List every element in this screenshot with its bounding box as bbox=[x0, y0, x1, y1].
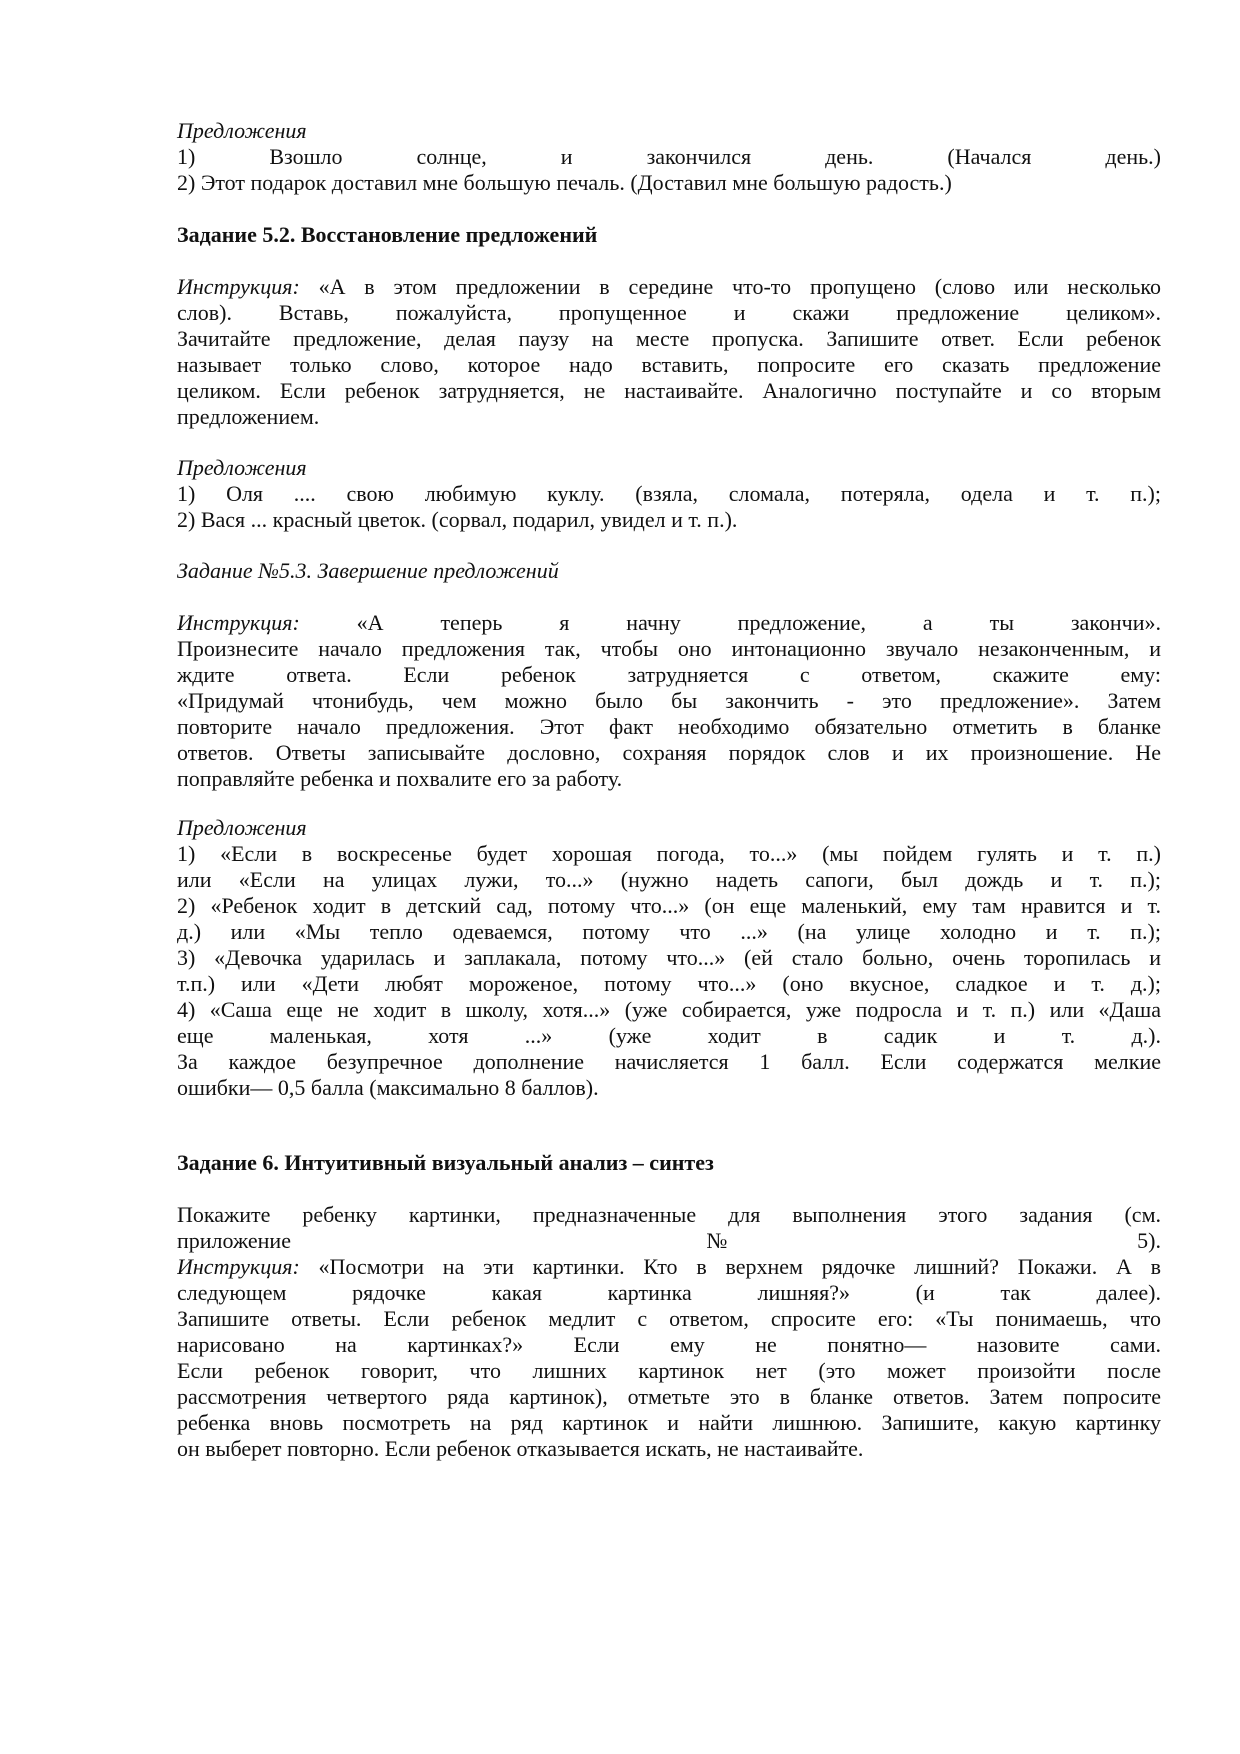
text-line: слов). Вставь, пожалуйста, пропущенное и скажи предложение целиком». bbox=[177, 300, 1161, 325]
text-line: поправляйте ребенка и похвалите его за работу. bbox=[177, 766, 623, 791]
text-line: еще маленькая, хотя ...» (уже ходит в садик и т. д.). bbox=[177, 1023, 1161, 1048]
line-text: «А теперь я начну предложение, а ты закончи». bbox=[299, 610, 1161, 635]
text-line bbox=[177, 610, 1161, 636]
text-line: 3) «Девочка ударилась и заплакала, потому что...» (ей стало больно, очень торопилась и bbox=[177, 945, 1161, 970]
text-line: 2) Вася ... красный цветок. (сорвал, подарил, увидел и т. п.). bbox=[177, 507, 738, 532]
text-line: 4) «Саша еще не ходит в школу, хотя...» (уже собирается, уже подросла и т. п.) или «Даша bbox=[177, 997, 1161, 1022]
text-line: Предложения bbox=[177, 815, 307, 840]
text-line: Зачитайте предложение, делая паузу на месте пропуска. Запишите ответ. Если ребенок bbox=[177, 326, 1161, 351]
text-line: д.) или «Мы тепло одеваемся, потому что ...» (на улице холодно и т. п.); bbox=[177, 919, 1161, 944]
text-line: За каждое безупречное дополнение начисляется 1 балл. Если содержатся мелкие bbox=[177, 1049, 1161, 1074]
text-line: 2) Этот подарок доставил мне большую печаль. (Доставил мне большую радость.) bbox=[177, 170, 952, 195]
task52-title bbox=[177, 222, 1161, 248]
instruction-label: Инструкция: bbox=[177, 274, 300, 299]
text-line: он выберет повторно. Если ребенок отказывается искать, не настаивайте. bbox=[177, 1436, 864, 1461]
text-line: Произнесите начало предложения так, чтобы оно интонационно звучало незаконченным, и bbox=[177, 636, 1161, 661]
text-line: ответов. Ответы записывайте дословно, сохраняя порядок слов и их произношение. Не bbox=[177, 740, 1161, 765]
text-line: 2) «Ребенок ходит в детский сад, потому что...» (он еще маленький, ему там нравится и т. bbox=[177, 893, 1161, 918]
line-text: «Посмотри на эти картинки. Кто в верхнем рядочке лишний? Покажи. А в bbox=[299, 1254, 1161, 1279]
text-line: называет только слово, которое надо вставить, попросите его сказать предложение bbox=[177, 352, 1161, 377]
text-line: следующем рядочке какая картинка лишняя?» (и так далее). bbox=[177, 1280, 1161, 1305]
s3-title bbox=[177, 815, 1161, 841]
text-line: ошибки— 0,5 балла (максимально 8 баллов). bbox=[177, 1075, 599, 1100]
text-line: 1) Взошло солнце, и закончился день. (Начался день.) bbox=[177, 144, 1161, 169]
text-line bbox=[177, 1254, 1161, 1280]
text-line: Предложения bbox=[177, 118, 307, 143]
instruction-label: Инструкция: bbox=[177, 1254, 300, 1279]
task6-intro bbox=[177, 1202, 1161, 1254]
text-line: Запишите ответы. Если ребенок медлит с ответом, спросите его: «Ты понимаешь, что bbox=[177, 1306, 1161, 1331]
text-line: 1) «Если в воскресенье будет хорошая погода, то...» (мы пойдем гулять и т. п.) bbox=[177, 841, 1161, 866]
text-line: Задание 5.2. Восстановление предложений bbox=[177, 222, 598, 247]
task53-instr bbox=[177, 610, 1161, 792]
text-line: рассмотрения четвертого ряда картинок), отметьте это в бланке ответов. Затем попросите bbox=[177, 1384, 1161, 1409]
text-line: предложением. bbox=[177, 404, 320, 429]
instruction-label: Инструкция: bbox=[177, 610, 300, 635]
text-line: ждите ответа. Если ребенок затрудняется с ответом, скажите ему: bbox=[177, 662, 1161, 687]
text-line: Предложения bbox=[177, 455, 307, 480]
s1-list bbox=[177, 144, 1161, 196]
text-line: т.п.) или «Дети любят мороженое, потому что...» (оно вкусное, сладкое и т. д.); bbox=[177, 971, 1161, 996]
text-line: ребенка вновь посмотреть на ряд картинок и найти лишнюю. Запишите, какую картинку bbox=[177, 1410, 1161, 1435]
text-line bbox=[177, 274, 1161, 300]
task6-title bbox=[177, 1150, 1161, 1176]
s2-list bbox=[177, 481, 1161, 533]
text-line: Задание №5.3. Завершение предложений bbox=[177, 558, 559, 583]
text-line: повторите начало предложения. Этот факт необходимо обязательно отметить в бланке bbox=[177, 714, 1161, 739]
task6-instr bbox=[177, 1254, 1161, 1462]
text-line: «Придумай чтонибудь, чем можно было бы закончить - это предложение». Затем bbox=[177, 688, 1161, 713]
text-line: Покажите ребенку картинки, предназначенные для выполнения этого задания (см. bbox=[177, 1202, 1161, 1227]
text-line: приложение №5). bbox=[177, 1228, 1161, 1253]
s2-title bbox=[177, 455, 1161, 481]
s3-list bbox=[177, 841, 1161, 1101]
text-line: Задание 6. Интуитивный визуальный анализ – синтез bbox=[177, 1150, 714, 1175]
task52-instr bbox=[177, 274, 1161, 430]
s1-title bbox=[177, 118, 1161, 144]
text-line: Если ребенок говорит, что лишних картинок нет (это может произойти после bbox=[177, 1358, 1161, 1383]
line-text: «А в этом предложении в середине что-то пропущено (слово или несколько bbox=[299, 274, 1161, 299]
text-line: целиком. Если ребенок затрудняется, не настаивайте. Аналогично поступайте и со вторым bbox=[177, 378, 1161, 403]
text-line: нарисовано на картинках?» Если ему не понятно— назовите сами. bbox=[177, 1332, 1161, 1357]
text-line: 1) Оля .... свою любимую куклу. (взяла, сломала, потеряла, одела и т. п.); bbox=[177, 481, 1161, 506]
text-line: или «Если на улицах лужи, то...» (нужно надеть сапоги, был дождь и т. п.); bbox=[177, 867, 1161, 892]
task53-title bbox=[177, 558, 1161, 584]
